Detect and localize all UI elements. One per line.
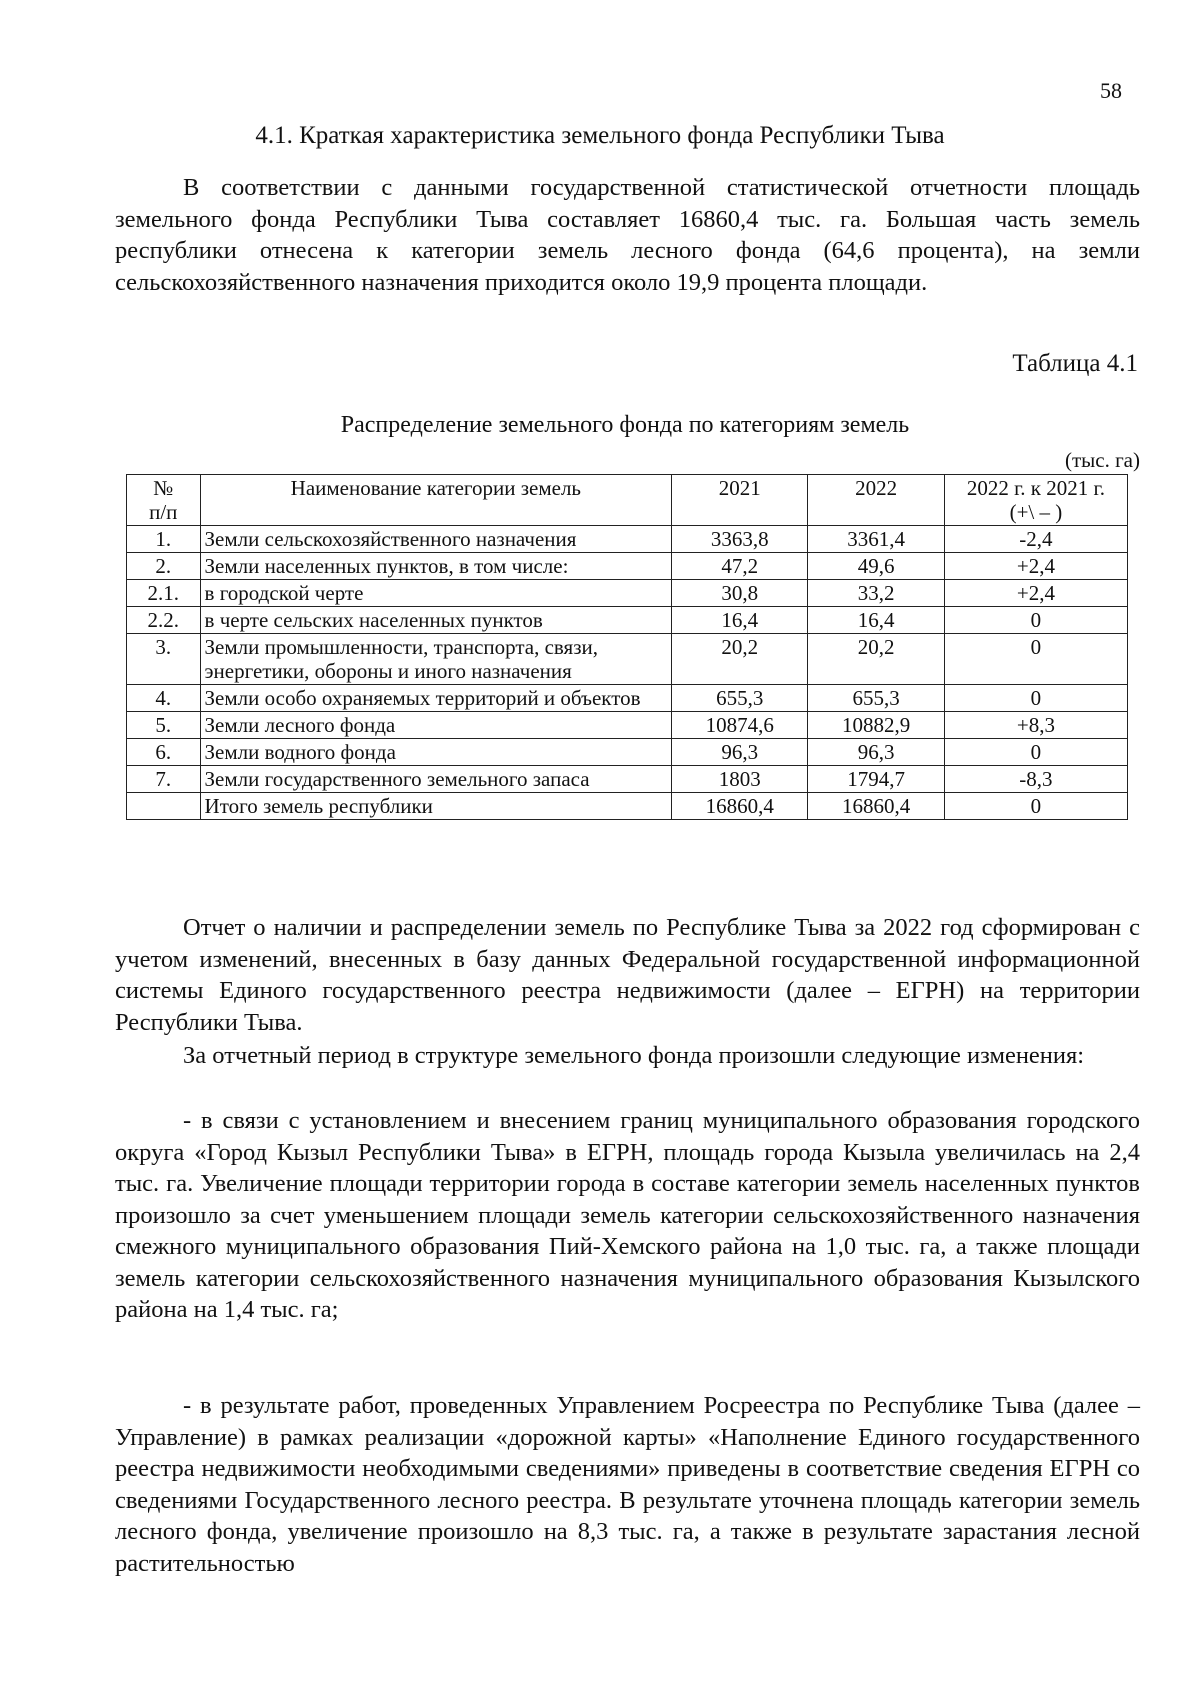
row-diff: +2,4 <box>944 580 1127 607</box>
row-num: 2.2. <box>127 607 201 634</box>
row-2022: 49,6 <box>808 553 944 580</box>
header-num <box>127 475 201 526</box>
table-row <box>127 685 1128 712</box>
row-2022: 20,2 <box>808 634 944 685</box>
row-name: Земли сельскохозяйственного назначения <box>200 526 672 553</box>
header-diff-line2: (+\ – ) <box>1009 500 1063 524</box>
header-name: Наименование категории земель <box>200 475 672 526</box>
row-diff: +2,4 <box>944 553 1127 580</box>
table-total-row <box>127 793 1128 820</box>
row-name: Земли промышленности, транспорта, связи, энергетики, обороны и иного назначения <box>200 634 672 685</box>
row-num: 4. <box>127 685 201 712</box>
table-units: (тыс. га) <box>1064 448 1140 472</box>
row-num <box>127 793 201 820</box>
row-num: 7. <box>127 766 201 793</box>
row-2021: 16,4 <box>672 607 808 634</box>
table-row <box>127 580 1128 607</box>
row-2022: 1794,7 <box>808 766 944 793</box>
header-num-line1: № <box>153 476 174 500</box>
page-number: 58 <box>1100 78 1122 103</box>
row-name: Земли особо охраняемых территорий и объектов <box>200 685 672 712</box>
table-header-row <box>127 475 1128 526</box>
row-name: Земли населенных пунктов, в том числе: <box>200 553 672 580</box>
bullet-kyzyl-paragraph: - в связи с установлением и внесением границ муниципального образования городского округа «Город Кызыл Республики Тыва» в ЕГРН, площадь города Кызыла увеличилась на 2,4 тыс. га. Увеличение площади территории города в составе категории земель населенных пунктов произошло за счет уменьшением площади земель категории сельскохозяйственного назначения смежного муниципального образования Пий-Хемского района на 1,0 тыс. га, а также площади земель категории сельскохозяйственного назначения муниципального образования Кызылского района на 1,4 тыс. га; <box>115 1107 1140 1323</box>
row-diff: 0 <box>944 793 1127 820</box>
table-row <box>127 526 1128 553</box>
row-2022: 10882,9 <box>808 712 944 739</box>
row-name: Земли лесного фонда <box>200 712 672 739</box>
row-2021: 30,8 <box>672 580 808 607</box>
intro-paragraph: В соответствии с данными государственной статистической отчетности площадь земельного фонда Республики Тыва составляет 16860,4 тыс. га. Большая часть земель республики отнесена к категории земель лесного фонда (64,6 процента), на земли сельскохозяйственного назначения приходится около 19,9 процента площади. <box>115 174 1140 296</box>
report-paragraph: Отчет о наличии и распределении земель по Республике Тыва за 2022 год сформирован с учетом изменений, внесенных в базу данных Федеральной государственной информационной системы Единого государственного реестра недвижимости (далее – ЕГРН) на территории Республики Тыва. <box>115 914 1140 1036</box>
row-2021: 16860,4 <box>672 793 808 820</box>
row-num: 5. <box>127 712 201 739</box>
table-row <box>127 607 1128 634</box>
table-row <box>127 553 1128 580</box>
row-num: 2. <box>127 553 201 580</box>
row-2021: 3363,8 <box>672 526 808 553</box>
row-2021: 96,3 <box>672 739 808 766</box>
header-year-2022: 2022 <box>808 475 944 526</box>
row-diff: 0 <box>944 739 1127 766</box>
header-diff-line1: 2022 г. к 2021 г. <box>966 476 1106 500</box>
row-name: Итого земель республики <box>200 793 672 820</box>
header-num-line2: п/п <box>149 500 178 524</box>
row-diff: 0 <box>944 607 1127 634</box>
row-2022: 655,3 <box>808 685 944 712</box>
row-2022: 16,4 <box>808 607 944 634</box>
row-2022: 16860,4 <box>808 793 944 820</box>
row-num: 1. <box>127 526 201 553</box>
table-row <box>127 712 1128 739</box>
row-diff: 0 <box>944 685 1127 712</box>
row-diff: -8,3 <box>944 766 1127 793</box>
table-row <box>127 766 1128 793</box>
row-name: в городской черте <box>200 580 672 607</box>
land-fund-table <box>126 474 1128 820</box>
section-title: 4.1. Краткая характеристика земельного фонда Республики Тыва <box>255 122 945 149</box>
row-2021: 655,3 <box>672 685 808 712</box>
bullet-forest-paragraph: - в результате работ, проведенных Управлением Росреестра по Республике Тыва (далее – Управление) в рамках реализации «дорожной карты» «Наполнение Единого государственного реестра недвижимости необходимыми сведениями» приведены в соответствие сведения ЕГРН со сведениями Государственного лесного реестра. В результате уточнена площадь категории земель лесного фонда, увеличение произошло на 8,3 тыс. га, а также в результате зарастания лесной растительностью <box>115 1392 1140 1577</box>
row-2021: 10874,6 <box>672 712 808 739</box>
row-num: 3. <box>127 634 201 685</box>
table-caption: Распределение земельного фонда по категориям земель <box>340 412 910 438</box>
row-2022: 96,3 <box>808 739 944 766</box>
row-diff: +8,3 <box>944 712 1127 739</box>
table-label: Таблица 4.1 <box>1012 350 1138 377</box>
row-name: Земли водного фонда <box>200 739 672 766</box>
row-2021: 1803 <box>672 766 808 793</box>
row-2022: 3361,4 <box>808 526 944 553</box>
row-2022: 33,2 <box>808 580 944 607</box>
row-name: Земли государственного земельного запаса <box>200 766 672 793</box>
changes-paragraph: За отчетный период в структуре земельного фонда произошли следующие изменения: <box>183 1042 1085 1069</box>
row-name: в черте сельских населенных пунктов <box>200 607 672 634</box>
row-diff: 0 <box>944 634 1127 685</box>
row-diff: -2,4 <box>944 526 1127 553</box>
row-num: 6. <box>127 739 201 766</box>
table-row <box>127 739 1128 766</box>
table-row <box>127 634 1128 685</box>
row-num: 2.1. <box>127 580 201 607</box>
row-2021: 20,2 <box>672 634 808 685</box>
header-diff <box>944 475 1127 526</box>
header-year-2021: 2021 <box>672 475 808 526</box>
row-2021: 47,2 <box>672 553 808 580</box>
